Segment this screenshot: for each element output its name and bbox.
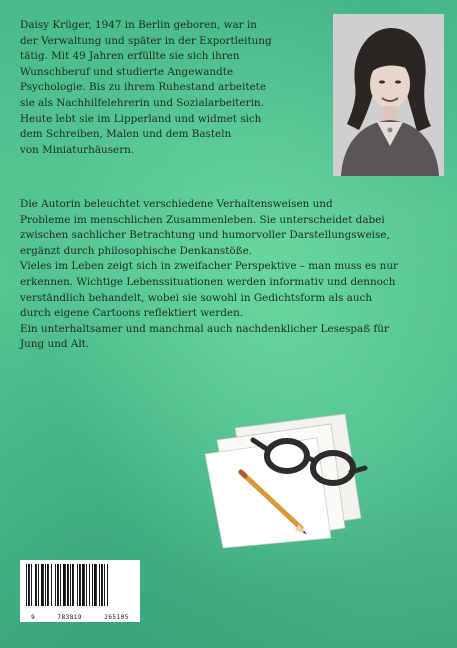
description-line: Die Autorin beleuchtet verschiedene Verhaltensweisen und [20, 198, 333, 210]
author-photo [333, 14, 444, 176]
barcode-digits [20, 614, 140, 621]
book-description [20, 197, 445, 353]
description-line: Vieles im Leben zeigt sich in zweifacher Perspektive – man muss es nur [20, 260, 398, 273]
description-line: verständlich behandelt, wobei sie sowohl in Gedichtsform als auch [20, 291, 373, 304]
barcode-digit-group: 783819 [57, 614, 83, 621]
bio-line: tätig. Mit 49 Jahren erfüllte sie sich ihren [20, 50, 240, 63]
author-portrait-image [333, 14, 444, 176]
description-line: zwischen sachlicher Betrachtung und humorvoller Darstellungsweise, [20, 229, 390, 242]
bio-line: Heute lebt sie im Lipperland und widmet sich [20, 112, 262, 125]
description-line: Probleme im menschlichen Zusammenleben. Sie unterscheidet dabei [20, 213, 385, 226]
bio-line: Psychologie. Bis zu ihrem Ruhestand arbeitete [20, 81, 266, 94]
author-bio [20, 18, 330, 158]
bio-line: der Verwaltung und später in der Exportleitung [20, 34, 272, 47]
bio-line: sie als Nachhilfelehrerin und Sozialarbeiterin. [20, 96, 264, 109]
barcode-bars [20, 560, 140, 612]
bio-line: Daisy Krüger, 1947 in Berlin geboren, war in [20, 19, 257, 31]
isbn-barcode [20, 560, 140, 622]
description-line: Ein unterhaltsamer und manchmal auch nachdenklicher Lesespaß für [20, 322, 389, 335]
bio-line: dem Schreiben, Malen und dem Basteln [20, 128, 232, 141]
barcode-digit-group: 265105 [104, 614, 129, 621]
description-line: durch eigene Cartoons reflektiert werden. [20, 307, 244, 320]
description-line: Jung und Alt. [20, 338, 90, 351]
illustration-image [195, 410, 375, 550]
description-line: ergänzt durch philosophische Denkanstöße. [20, 244, 253, 257]
glasses-papers-pencil-illustration [195, 410, 375, 550]
description-line: erkennen. Wichtige Lebenssituationen werden informativ und dennoch [20, 275, 396, 288]
barcode-digit-group: 9 [31, 614, 36, 621]
bio-line: von Miniaturhäusern. [20, 143, 135, 156]
bio-line: Wunschberuf und studierte Angewandte [20, 65, 234, 78]
